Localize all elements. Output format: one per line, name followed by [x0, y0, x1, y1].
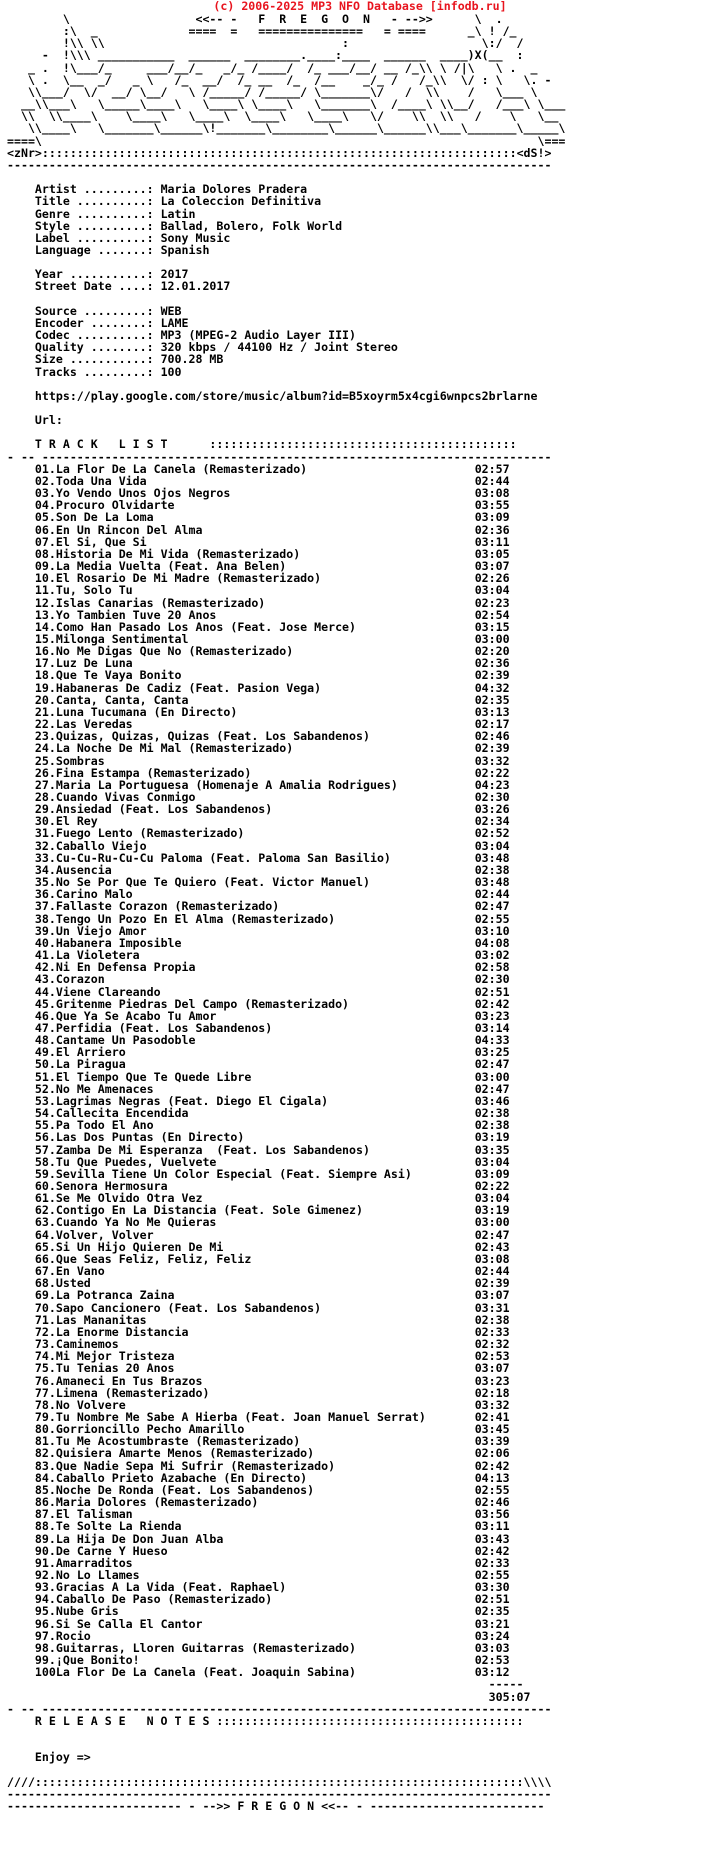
track-duration: 02:55 [474, 1568, 510, 1582]
track-duration: 02:39 [474, 741, 510, 756]
track-duration: 02:38 [474, 862, 510, 877]
track-title: La Enorme Distancia [55, 1324, 475, 1339]
track-title: Luz De Luna [55, 656, 475, 671]
track-duration: 02:22 [474, 765, 510, 780]
track-duration: 04:23 [474, 777, 510, 792]
track-title: Procuro Olvidarte [55, 498, 475, 513]
track-duration: 03:05 [474, 546, 510, 561]
track-duration: 03:03 [474, 1640, 510, 1655]
track-title: La Media Vuelta (Feat. Ana Belen) [55, 559, 475, 574]
track-duration: 02:47 [474, 899, 510, 914]
enjoy-text: Enjoy => [34, 1750, 91, 1765]
track-duration: 02:44 [474, 473, 510, 488]
track-title: Caminemos [55, 1337, 475, 1352]
track-duration: 02:33 [474, 1555, 510, 1570]
track-duration: 03:04 [474, 838, 510, 853]
track-title: Fallaste Corazon (Remasterizado) [55, 899, 475, 914]
track-duration: 03:08 [474, 486, 510, 501]
track-duration: 02:36 [474, 656, 510, 671]
track-duration: 02:30 [474, 790, 510, 804]
track-duration: 03:39 [474, 1434, 510, 1449]
track-title: La Violetera [55, 948, 475, 963]
track-title: Quizas, Quizas, Quizas (Feat. Los Sabandenos) [55, 729, 475, 744]
track-duration: 02:44 [474, 1264, 510, 1279]
track-duration: 03:24 [474, 1628, 510, 1643]
nfo-text: \ <<-- - F R E G O N - -->> \ . :\ _ ==== = =============== = ==== _\ ! /_ !\\ \\ : \:/ / - !\\\ ___________ ______ ________.____:____ ______ ____)X(__ : _ . !\___/_ ___/__/_ _/_ /____/ /_ ___/__/ __ /_\\ \ /|\ \ . _ \ . \__ _/ _ \ /_ __/ /_ __ /_ /__ _/_ / /_\\ \/ : \ \. - \\___/ \/ __/ \__/ \ /_____/ /_____/ \_______\/ / \\ / \___ \ __\\___\ \_____\____\ \____\ \____\ \_______\ /____\ \\__/ /___\ \___ \\ \\____\ \____\ \____\ \____\ \____\ \/ \\ \\ / \ \__ \\____\ \_______\______\!_______\________\______\______\\___\_______\_____\ ====\ \=== <zNr>::::::::::::::::::::::::::::::::::::::::::::::::::::::::::::::::::::<dS!> ------------------------------------------------------------------------------ Artist .........: Maria Dolores Pradera Title ..........: La Coleccion Definitiva Genre ..........: Latin Style ..........: Ballad, Bolero, Folk World Label ..........: Sony Music Language .......: Spanish Year ...........: 2017 Street Date ....: 12.01.2017 Source .........: WEB Encoder ........: LAME Codec ..........: MP3 (MPEG-2 Audio Layer III) Quality ........: 320 kbps / 44100 Hz / Joint Stereo Size ...........: 700.28 MB Tracks .........: 100 https://play.google.com/store/music/album?id=B5xoyrm5x4cgi6wnpcs2brlarne Url: T R A C K L I S T :::::::::::::::::::::::::::::::::::::::::::: - -- ------------------------------------------------------------------------- 01.La Flor De La Canela (Remasterizado) 02:57 02.Toda Una Vida 02:44 03.Yo Vendo Unos Ojos Negros 03:08 04.Procuro Olvidarte 03:55 05.Son De La Loma 03:09 06.En Un Rincon Del Alma 02:36 07.El Si, Que Si 03:11 08.Historia De Mi Vida (Remasterizado) 03:05 09.La Media Vuelta (Feat. Ana Belen) 03:07 10.El Rosario De Mi Madre (Remasterizado) 02:26 11.Tu, Solo Tu 03:04 12.Islas Canarias (Remasterizado) 02:23 13.Yo Tambien Tuve 20 Anos 02:54 14.Como Han Pasado Los Anos (Feat. Jose Merce) 03:15 15.Milonga Sentimental 03:00 16.No Me Digas Que No (Remasterizado) 02:20 17.Luz De Luna 02:36 18.Que Te Vaya Bonito 02:39 19.Habaneras De Cadiz (Feat. Pasion Vega) 04:32 20.Canta, Canta, Canta 02:35 21.Luna Tucumana (En Directo) 03:13 22.Las Veredas 02:17 23.Quizas, Quizas, Quizas (Feat. Los Sabandenos) 02:46 24.La Noche De Mi Mal (Remasterizado) 02:39 25.Sombras 03:32 26.Fina Estampa (Remasterizado) 02:22 27.Maria La Portuguesa (Homenaje A Amalia Rodrigues) 04:23 28.Cuando Vivas Conmigo 02:30 29.Ansiedad (Feat. Los Sabandenos) 03:26 30.El Rey 02:34 31.Fuego Lento (Remasterizado) 02:52 32.Caballo Viejo 03:04 33.Cu-Cu-Ru-Cu-Cu Paloma (Feat. Paloma San Basilio) 03:48 34.Ausencia 02:38 35.No Se Por Que Te Quiero (Feat. Victor Manuel) 03:48 36.Carino Malo 02:44 37.Fallaste Corazon (Remasterizado) 02:47 38.Tengo Un Pozo En El Alma (Remasterizado) 02:55 39.Un Viejo Amor 03:10 40.Habanera Imposible 04:08 41.La Violetera 03:02 42.Ni En Defensa Propia 02:58 43.Corazon 02:30 44.Viene Clareando 02:51 45.Gritenme Piedras Del Campo (Remasterizado) 02:42 46.Que Ya Se Acabo Tu Amor 03:23 47.Perfidia (Feat. Los Sabandenos) 03:14 48.Cantame Un Pasodoble 04:33 49.El Arriero 03:25 50.La Piragua 02:47 51.El Tiempo Que Te Quede Libre 03:00 52.No Me Amenaces 02:47 53.Lagrimas Negras (Feat. Diego El Cigala) 03:46 54.Callecita Encendida 02:38 55.Pa Todo El Ano 02:38 56.Las Dos Puntas (En Directo) 03:19 57.Zamba De Mi Esperanza (Feat. Los Sabandenos) 03:35 58.Tu Que Puedes, Vuelvete 03:04 59.Sevilla Tiene Un Color Especial (Feat. Siempre Asi) 03:09 60.Senora Hermosura 02:22 61.Se Me Olvido Otra Vez 03:04 62.Contigo En La Distancia (Feat. Sole Gimenez) 03:19 63.Cuando Ya No Me Quieras 03:00 64.Volver, Volver 02:47 65.Si Un Hijo Quieren De Mi 02:43 66.Que Seas Feliz, Feliz, Feliz 03:08 67.En Vano 02:44 68.Usted 02:39 69.La Potranca Zaina 03:07 70.Sapo Cancionero (Feat. Los Sabandenos) 03:31 71.Las Mananitas 02:38 72.La Enorme Distancia 02:33 73.Caminemos 02:32 74.Mi Mejor Tristeza 02:53 75.Tu Tenias 20 Anos 03:07 76.Amaneci En Tus Brazos 03:23 77.Limena (Remasterizado) 02:18 78.No Volvere 03:32 79.Tu Nombre Me Sabe A Hierba (Feat. Joan Manuel Serrat) 02:41 80.Gorrioncillo Pecho Amarillo 03:45 81.Tu Me Acostumbraste (Remasterizado) 03:39 82.Quisiera Amarte Menos (Remasterizado) 02:06 83.Que Nadie Sepa Mi Sufrir (Remasterizado) 02:42 84.Caballo Prieto Azabache (En Directo) 04:13 85.Noche De Ronda (Feat. Los Sabandenos) 02:55 86.Maria Dolores (Remasterizado) 02:46 87.El Talisman 03:56 88.Te Solte La Rienda 03:11 89.La Hija De Don Juan Alba 03:43 90.De Carne Y Hueso 02:42 91.Amarraditos 02:33 92.No Lo Llames 02:55 93.Gracias A La Vida (Feat. Raphael) 03:30 94.Caballo De Paso (Remasterizado) 02:51 95.Nube Gris 02:35 96.Si Se Calla El Cantor 03:21 97.Rocio 03:24 98.Guitarras, Lloren Guitarras (Remasterizado) 03:03 99.¡Que Bonito! 02:53 100La Flor De La Canela (Feat. Joaquin Sabina) 03:12 ----- 305:07 - -- ------------------------------------------------------------------------- R E L E A S E N O T E S :::::::::::::::::::::::::::::::::::::::::::: Enjoy => ////::::::::::::::::::::::::::::::::::::::::::::::::::::::::::::::::::::::\\\\ ------------------------------------------------------------------------------ ------------------------- - -->> F R E G O N <<-- - ------------------------- [7, 12, 566, 1813]
track-title: Cu-Cu-Ru-Cu-Cu Paloma (Feat. Paloma San Basilio) [55, 850, 475, 865]
genre-value: Latin [160, 206, 196, 221]
track-duration: 03:43 [474, 1531, 510, 1546]
track-duration: 02:51 [474, 984, 510, 999]
track-title: Corazon [55, 972, 475, 987]
track-title: El Arriero [55, 1045, 475, 1060]
codec-value: MP3 (MPEG-2 Audio Layer III) [160, 328, 357, 343]
track-title: Que Te Vaya Bonito [55, 668, 475, 683]
track-duration: 03:14 [474, 1020, 510, 1035]
track-title: Luna Tucumana (En Directo) [55, 704, 475, 719]
track-duration: 03:11 [474, 1519, 510, 1534]
track-duration: 03:04 [474, 1154, 510, 1169]
track-duration: 02:06 [474, 1446, 510, 1461]
track-title: No Se Por Que Te Quiero (Feat. Victor Manuel) [55, 875, 475, 890]
track-duration: 02:39 [474, 1276, 510, 1291]
track-duration: 03:09 [474, 1166, 510, 1181]
track-title: Tu Tenias 20 Anos [55, 1361, 475, 1376]
url-label: Url: [34, 413, 63, 428]
track-duration: 02:47 [474, 1057, 510, 1072]
track-title: Tengo Un Pozo En El Alma (Remasterizado) [55, 911, 475, 926]
track-duration: 03:32 [474, 1397, 510, 1412]
track-title: Caballo Prieto Azabache (En Directo) [55, 1470, 475, 1485]
track-duration: 02:53 [474, 1349, 510, 1364]
track-duration: 03:19 [474, 1130, 510, 1145]
track-duration: 02:47 [474, 1081, 510, 1096]
track-title: Zamba De Mi Esperanza (Feat. Los Sabandenos) [55, 1142, 475, 1157]
track-title: Sombras [55, 753, 475, 768]
track-duration: 02:44 [474, 887, 510, 902]
track-duration: 02:42 [474, 1543, 510, 1558]
track-duration: 02:39 [474, 668, 510, 683]
style-value: Ballad, Bolero, Folk World [160, 218, 343, 233]
track-title: Limena (Remasterizado) [55, 1385, 475, 1400]
track-duration: 02:43 [474, 1239, 510, 1254]
ascii-logo: \ <<-- - F R E G O N - -->> \ . :\ _ ==== = =============== = ==== _\ ! /_ !\\ \\ : \:/ / - !\\\ ___________ ______ ________.____:____ ______ ____)X(__ : _ . !\___/_ ___/__/_ _/_ /____/ /_ ___/__/ __ /_\\ \ /|\ \ . _ \ . \__ _/ _ \ /_ __/ /_ __ /_ /__ _/_ / /_\\ \/ : \ \. - \\___/ \/ __/ \__/ \ /_____/ /_____/ \_______\/ / \\ / \___ \ __\\___\ \_____\____\ \____\ \____\ \_______\ /____\ \\__/ /___\ \___ \\ \\____\ \____\ \____\ \____\ \____\ \/ \\ \\ / \ \__ \\____\ \_______\______\!_______\________\______\______\\___\_______\_____\ ====\ \=== [7, 12, 566, 148]
track-duration: 04:08 [474, 935, 510, 950]
track-duration: 03:10 [474, 923, 510, 938]
track-duration: 02:30 [474, 972, 510, 987]
track-title: El Rosario De Mi Madre (Remasterizado) [55, 571, 475, 586]
language-value: Spanish [160, 242, 210, 257]
track-duration: 02:51 [474, 1592, 510, 1607]
track-title: Te Solte La Rienda [55, 1519, 475, 1534]
track-duration: 02:54 [474, 607, 510, 622]
track-title: El Talisman [55, 1507, 475, 1522]
track-title: Pa Todo El Ano [55, 1118, 475, 1133]
track-title: Tu, Solo Tu [55, 583, 475, 598]
track-title: Callecita Encendida [55, 1106, 475, 1121]
track-title: Nube Gris [55, 1604, 475, 1619]
track-duration: 02:20 [474, 644, 510, 659]
tracks-value: 100 [160, 364, 182, 379]
track-title: Ausencia [55, 862, 475, 877]
track-title: En Vano [55, 1264, 475, 1279]
track-title: La Hija De Don Juan Alba [55, 1531, 475, 1546]
track-title: Toda Una Vida [55, 473, 475, 488]
track-duration: 02:53 [474, 1653, 510, 1668]
track-duration: 02:52 [474, 826, 510, 841]
track-title: La Potranca Zaina [55, 1288, 475, 1303]
track-duration: 03:46 [474, 1093, 510, 1108]
track-title: Tu Que Puedes, Vuelvete [55, 1154, 475, 1169]
track-title: De Carne Y Hueso [55, 1543, 475, 1558]
track-title: Volver, Volver [55, 1227, 475, 1242]
track-title: Tu Nombre Me Sabe A Hierba (Feat. Joan Manuel Serrat) [55, 1409, 475, 1424]
track-title: Que Nadie Sepa Mi Sufrir (Remasterizado) [55, 1458, 475, 1473]
encoder-value: LAME [160, 315, 189, 330]
track-duration: 02:22 [474, 1179, 510, 1193]
track-title: Las Mananitas [55, 1312, 475, 1327]
track-duration: 02:32 [474, 1337, 510, 1352]
tracklist-heading: T R A C K L I S T [34, 437, 168, 452]
track-title: No Me Amenaces [55, 1081, 475, 1096]
track-duration: 02:42 [474, 996, 510, 1011]
track-title: Quisiera Amarte Menos (Remasterizado) [55, 1446, 475, 1461]
track-duration: 02:38 [474, 1312, 510, 1327]
track-duration: 03:48 [474, 850, 510, 865]
track-duration: 02:17 [474, 717, 510, 732]
track-title: Cuando Ya No Me Quieras [55, 1215, 475, 1230]
track-title: Las Veredas [55, 717, 475, 732]
track-duration: 02:34 [474, 814, 510, 829]
track-duration: 03:00 [474, 1069, 510, 1084]
track-title: La Piragua [55, 1057, 475, 1072]
track-title: Canta, Canta, Canta [55, 692, 475, 707]
track-title: Ni En Defensa Propia [55, 960, 475, 975]
track-duration: 03:08 [474, 1251, 510, 1266]
track-title: Gracias A La Vida (Feat. Raphael) [55, 1580, 475, 1595]
track-title: Fuego Lento (Remasterizado) [55, 826, 475, 841]
track-title: Sapo Cancionero (Feat. Los Sabandenos) [55, 1300, 475, 1315]
track-duration: 03:15 [474, 619, 510, 634]
track-duration: 04:32 [474, 680, 510, 695]
track-title: Rocio [55, 1628, 475, 1643]
source-value: WEB [160, 303, 182, 318]
track-title: Se Me Olvido Otra Vez [55, 1191, 475, 1206]
track-duration: 02:18 [474, 1385, 510, 1400]
track-title: Amaneci En Tus Brazos [55, 1373, 475, 1388]
track-duration: 03:07 [474, 1288, 510, 1303]
title-value: La Coleccion Definitiva [160, 194, 322, 209]
track-title: Guitarras, Lloren Guitarras (Remasterizado) [55, 1640, 475, 1655]
track-duration: 03:23 [474, 1373, 510, 1388]
track-title: Un Viejo Amor [55, 923, 475, 938]
track-title: Cuando Vivas Conmigo [55, 790, 475, 804]
track-title: No Lo Llames [55, 1568, 475, 1582]
track-title: Historia De Mi Vida (Remasterizado) [55, 546, 475, 561]
track-title: Contigo En La Distancia (Feat. Sole Gimenez) [55, 1203, 475, 1218]
track-duration: 03:25 [474, 1045, 510, 1060]
track-title: Senora Hermosura [55, 1179, 475, 1193]
track-duration: 02:38 [474, 1106, 510, 1121]
track-title: Las Dos Puntas (En Directo) [55, 1130, 475, 1145]
track-duration: 03:48 [474, 875, 510, 890]
track-title: Islas Canarias (Remasterizado) [55, 595, 475, 610]
track-title: Maria La Portuguesa (Homenaje A Amalia Rodrigues) [55, 777, 475, 792]
quality-value: 320 kbps / 44100 Hz / Joint Stereo [160, 340, 398, 355]
track-title: El Rey [55, 814, 475, 829]
track-title: La Flor De La Canela (Feat. Joaquin Sabina) [55, 1665, 475, 1680]
track-title: Habaneras De Cadiz (Feat. Pasion Vega) [55, 680, 475, 695]
track-duration: 02:42 [474, 1458, 510, 1473]
copyright-line[interactable]: (c) 2006-2025 MP3 NFO Database [infodb.ru] [213, 0, 507, 13]
track-duration: 03:04 [474, 583, 510, 598]
track-duration: 03:13 [474, 704, 510, 719]
track-duration: 02:33 [474, 1324, 510, 1339]
year-value: 2017 [160, 267, 189, 282]
track-duration: 03:32 [474, 753, 510, 768]
track-title: Caballo De Paso (Remasterizado) [55, 1592, 475, 1607]
artist-value: Maria Dolores Pradera [160, 182, 308, 197]
track-duration: 02:23 [474, 595, 510, 610]
track-title: Yo Vendo Unos Ojos Negros [55, 486, 475, 501]
track-duration: 03:55 [474, 498, 510, 513]
track-title: El Tiempo Que Te Quede Libre [55, 1069, 475, 1084]
track-duration: 03:56 [474, 1507, 510, 1522]
track-duration: 03:00 [474, 1215, 510, 1230]
track-title: Maria Dolores (Remasterizado) [55, 1495, 475, 1510]
track-duration: 03:12 [474, 1665, 510, 1680]
track-title: Lagrimas Negras (Feat. Diego El Cigala) [55, 1093, 475, 1108]
track-title: Viene Clareando [55, 984, 475, 999]
track-duration: 02:55 [474, 911, 510, 926]
track-title: Caballo Viejo [55, 838, 475, 853]
track-title: Como Han Pasado Los Anos (Feat. Jose Merce) [55, 619, 475, 634]
track-duration: 03:02 [474, 948, 510, 963]
track-title: Perfidia (Feat. Los Sabandenos) [55, 1020, 475, 1035]
track-title: Son De La Loma [55, 510, 475, 525]
track-duration: 02:47 [474, 1227, 510, 1242]
track-duration: 03:19 [474, 1203, 510, 1218]
track-title: En Un Rincon Del Alma [55, 522, 475, 537]
track-duration: 03:09 [474, 510, 510, 525]
footer-signature: - -->> F R E G O N <<-- - [188, 1798, 363, 1813]
album-url[interactable]: https://play.google.com/store/music/album?id=B5xoyrm5x4cgi6wnpcs2brlarne [34, 388, 538, 403]
track-title: La Noche De Mi Mal (Remasterizado) [55, 741, 475, 756]
track-title: Milonga Sentimental [55, 631, 475, 646]
track-duration: 03:31 [474, 1300, 510, 1315]
release-notes-heading: R E L E A S E N O T E S [34, 1713, 210, 1728]
track-duration: 04:33 [474, 1033, 510, 1048]
track-duration: 02:57 [474, 461, 510, 476]
street-date-value: 12.01.2017 [160, 279, 231, 294]
track-duration: 02:41 [474, 1409, 510, 1424]
track-duration: 03:07 [474, 559, 510, 574]
track-title: No Me Digas Que No (Remasterizado) [55, 644, 475, 659]
track-title: Que Ya Se Acabo Tu Amor [55, 1008, 475, 1023]
track-title: Cantame Un Pasodoble [55, 1033, 475, 1048]
track-title: Usted [55, 1276, 475, 1291]
track-title: Habanera Imposible [55, 935, 475, 950]
track-title: Si Se Calla El Cantor [55, 1616, 475, 1631]
total-duration: 305:07 [488, 1689, 531, 1704]
track-duration: 03:04 [474, 1191, 510, 1206]
track-title: ¡Que Bonito! [55, 1653, 475, 1668]
track-title: No Volvere [55, 1397, 475, 1412]
track-duration: 02:35 [474, 692, 510, 707]
track-duration: 03:35 [474, 1142, 510, 1157]
track-duration: 02:26 [474, 571, 510, 586]
track-title: Sevilla Tiene Un Color Especial (Feat. Siempre Asi) [55, 1166, 475, 1181]
track-duration: 03:23 [474, 1008, 510, 1023]
track-duration: 03:07 [474, 1361, 510, 1376]
track-duration: 02:55 [474, 1482, 510, 1497]
track-duration: 02:35 [474, 1604, 510, 1619]
track-duration: 03:30 [474, 1580, 510, 1595]
track-title: Ansiedad (Feat. Los Sabandenos) [55, 802, 475, 817]
track-duration: 03:21 [474, 1616, 510, 1631]
track-title: Tu Me Acostumbraste (Remasterizado) [55, 1434, 475, 1449]
track-title: Noche De Ronda (Feat. Los Sabandenos) [55, 1482, 475, 1497]
track-duration: 02:46 [474, 729, 510, 744]
track-title: Fina Estampa (Remasterizado) [55, 765, 475, 780]
track-title: Gorrioncillo Pecho Amarillo [55, 1422, 475, 1437]
track-title: Carino Malo [55, 887, 475, 902]
track-duration: 02:36 [474, 522, 510, 537]
track-title: La Flor De La Canela (Remasterizado) [55, 461, 475, 476]
track-title: Amarraditos [55, 1555, 475, 1570]
track-title: Que Seas Feliz, Feliz, Feliz [55, 1251, 475, 1266]
track-duration: 02:46 [474, 1495, 510, 1510]
track-duration: 02:38 [474, 1118, 510, 1133]
track-duration: 04:13 [474, 1470, 510, 1485]
track-duration: 03:11 [474, 534, 510, 549]
label-value: Sony Music [160, 230, 231, 245]
track-duration: 03:00 [474, 631, 510, 646]
track-title: Gritenme Piedras Del Campo (Remasterizado) [55, 996, 475, 1011]
track-duration: 03:45 [474, 1422, 510, 1437]
track-title: Mi Mejor Tristeza [55, 1349, 475, 1364]
size-value: 700.28 MB [160, 352, 224, 367]
track-title: Yo Tambien Tuve 20 Anos [55, 607, 475, 622]
track-title: El Si, Que Si [55, 534, 475, 549]
track-duration: 02:58 [474, 960, 510, 975]
track-duration: 03:26 [474, 802, 510, 817]
track-title: Si Un Hijo Quieren De Mi [55, 1239, 475, 1254]
